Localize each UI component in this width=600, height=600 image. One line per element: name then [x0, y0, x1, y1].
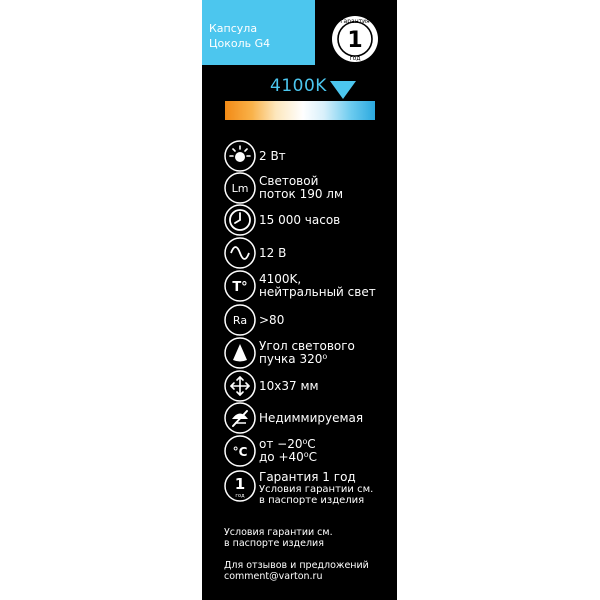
- beam-angle-icon: [224, 337, 256, 369]
- spec-line: от −20⁰С: [259, 437, 316, 451]
- spec-text: [259, 370, 394, 402]
- warranty-note-line: Условия гарантии см.: [224, 527, 333, 538]
- spec-subline: Условия гарантии см.: [259, 483, 374, 495]
- spec-text: [259, 402, 394, 434]
- lamp-type-box: [202, 0, 315, 65]
- spec-line: пучка 320⁰: [259, 352, 328, 366]
- warranty-badge-bottom: год: [349, 55, 361, 62]
- spec-color-temperature: [202, 270, 397, 306]
- lamp-base-label: Цоколь G4: [209, 37, 271, 50]
- spec-text: [259, 470, 394, 506]
- color-rendering-icon: [224, 304, 256, 336]
- warranty-badge-number: 1: [347, 28, 363, 53]
- triangle-pointer-icon: [330, 81, 356, 99]
- spec-text: [259, 204, 394, 236]
- temperature-icon: [224, 270, 256, 302]
- spec-line: поток 190 лм: [259, 187, 344, 201]
- warranty-icon: [224, 470, 256, 502]
- sine-wave-icon: [224, 237, 256, 269]
- lumen-icon-text: Lm: [231, 182, 249, 195]
- temperature-icon-text: T°: [232, 280, 248, 295]
- operating-temp-icon: [224, 435, 256, 467]
- spec-dimensions: [202, 370, 397, 406]
- spec-line: 12 В: [259, 245, 287, 260]
- power-icon: [224, 140, 256, 172]
- spec-text: [259, 140, 394, 172]
- color-temperature-label: 4100K: [270, 76, 327, 96]
- non-dimmable-icon: [224, 402, 256, 434]
- feedback-note: [224, 560, 369, 582]
- spec-line: Гарантия 1 год: [259, 469, 356, 484]
- spec-line: нейтральный свет: [259, 285, 376, 299]
- spec-subline: в паспорте изделия: [259, 494, 365, 506]
- warranty-icon-number: 1: [234, 475, 246, 493]
- warranty-note: [224, 527, 333, 549]
- spec-line: 15 000 часов: [259, 212, 341, 227]
- spec-text: [259, 435, 394, 467]
- feedback-email: comment@varton.ru: [224, 571, 323, 582]
- spec-dimmable: [202, 402, 397, 438]
- spec-color-rendering: [202, 304, 397, 340]
- color-temperature-gradient: [225, 101, 375, 120]
- spec-text: [259, 337, 394, 369]
- spec-line: 4100K,: [259, 272, 302, 286]
- lumen-icon: [224, 172, 256, 204]
- lamp-type-label: Капсула: [209, 22, 258, 35]
- spec-operating-temperature: [202, 435, 397, 471]
- warranty-badge-icon: [330, 14, 380, 64]
- spec-text: [259, 304, 394, 336]
- spec-line: >80: [259, 312, 285, 327]
- feedback-note-line: Для отзывов и предложений: [224, 560, 369, 571]
- cri-icon-text: Ra: [232, 314, 248, 327]
- spec-line: Недиммируемая: [259, 410, 364, 425]
- operating-temp-icon-text: °C: [232, 445, 248, 459]
- product-spec-panel: [202, 0, 397, 600]
- clock-icon: [224, 204, 256, 236]
- spec-text: [259, 270, 394, 302]
- spec-luminous-flux: [202, 172, 397, 208]
- spec-line: Световой: [259, 174, 319, 188]
- spec-line: 10x37 мм: [259, 378, 319, 393]
- spec-text: [259, 172, 394, 204]
- spec-beam-angle: [202, 337, 397, 373]
- warranty-note-line: в паспорте изделия: [224, 538, 324, 549]
- spec-warranty: [202, 470, 397, 510]
- spec-lifetime: [202, 204, 397, 240]
- spec-text: [259, 237, 394, 269]
- spec-line: 2 Вт: [259, 148, 286, 163]
- spec-line: Угол светового: [259, 339, 355, 353]
- spec-voltage: [202, 237, 397, 273]
- warranty-badge-top: гарантия: [340, 18, 370, 25]
- spec-line: до +40⁰С: [259, 450, 317, 464]
- spec-power: [202, 140, 397, 176]
- dimensions-icon: [224, 370, 256, 402]
- warranty-icon-subtext: год: [235, 493, 245, 499]
